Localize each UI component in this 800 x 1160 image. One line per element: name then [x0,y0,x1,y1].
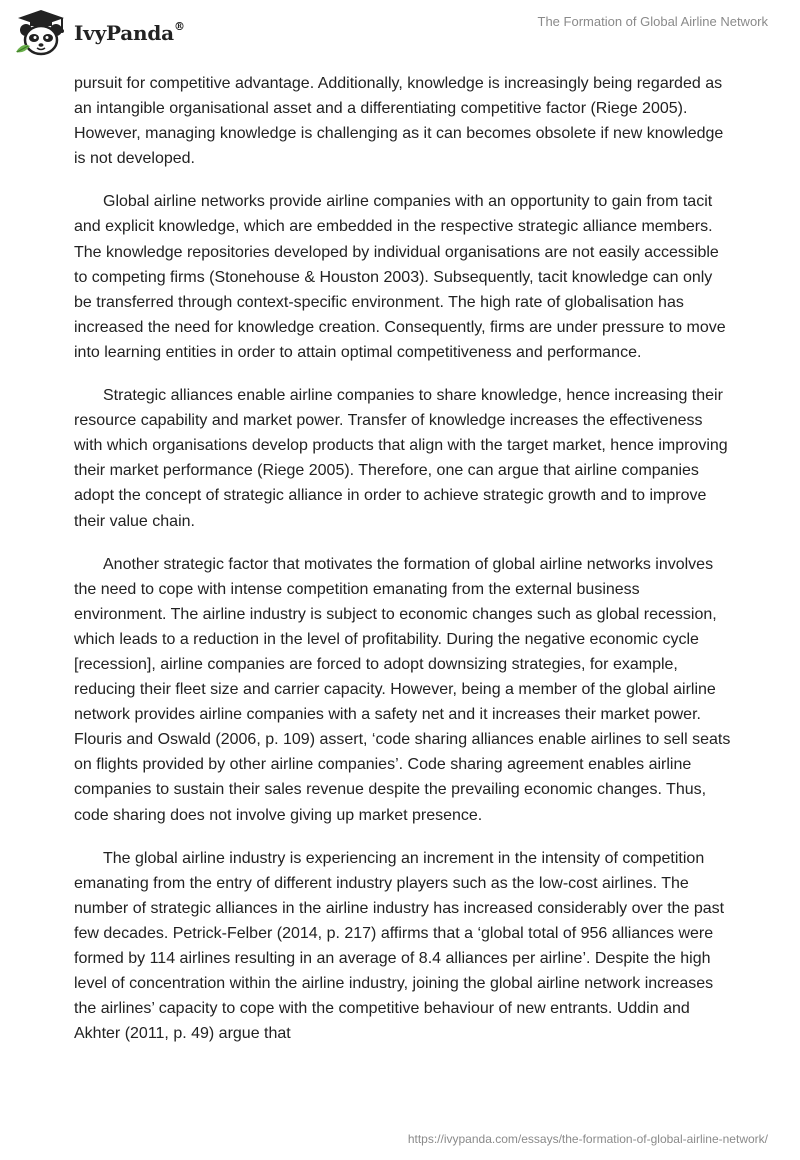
document-title: The Formation of Global Airline Network [537,14,768,29]
ivypanda-logo[interactable] [14,8,185,58]
paragraph: Global airline networks provide airline companies with an opportunity to gain from tacit and explicit knowledge, which are embedded in the respective strategic alliance members. The knowledge repositories developed by individual organisations are not easily accessible to competing firms (Stonehouse & Houston 2003). Subsequently, tacit knowledge can only be transferred through context-specific environment. The high rate of globalisation has increased the need for knowledge creation. Consequently, firms are under pressure to move into learning entities in order to attain optimal competitiveness and performance. [74,193,726,361]
source-url[interactable]: https://ivypanda.com/essays/the-formation-of-global-airline-network/ [407,1132,768,1146]
page-header [0,0,800,64]
panda-graduate-icon [14,8,68,58]
paragraph: Another strategic factor that motivates the formation of global airline networks involves the need to cope with intense competition emanating from the external business environment. The airline industry is subject to economic changes such as global recession, which leads to a reduction in the level of profitability. During the negative economic cycle [recession], airline companies are forced to adopt downsizing strategies, for example, reducing their fleet size and carrier capacity. However, being a member of the global airline network provides airline companies with a safety net and it increases their market power. Flouris and Oswald (2006, p. 109) assert, ‘code sharing alliances enable airlines to sell seats on flights provided by other airline companies’. Code sharing agreement enables airline companies to sustain their sales revenue despite the prevailing economic changes. Thus, code sharing does not involve giving up market presence. [74,555,731,824]
essay-body [74,71,734,1064]
paragraph: The global airline industry is experiencing an increment in the intensity of competition emanating from the entry of different industry players such as the low-cost airlines. The number of strategic alliances in the airline industry has increased considerably over the past few decades. Petrick-Felber (2014, p. 217) affirms that a ‘global total of 956 alliances were formed by 114 airlines resulting in an average of 8.4 alliances per airline’. Despite the high level of concentration within the airline industry, joining the global airline network increases the airlines’ capacity to cope with the competitive behaviour of new entrants. Uddin and Akhter (2011, p. 49) argue that [74,849,725,1043]
paragraph: Strategic alliances enable airline companies to share knowledge, hence increasing their resource capability and market power. Transfer of knowledge increases the effectiveness with which organisations develop products that align with the target market, hence improving their market performance (Riege 2005). Therefore, one can argue that airline companies adopt the concept of strategic alliance in order to achieve strategic growth and to improve their value chain. [74,387,728,530]
paragraph: pursuit for competitive advantage. Additionally, knowledge is increasingly being regarded as an intangible organisational asset and a differentiating competitive factor (Riege 2005). However, managing knowledge is challenging as it can becomes obsolete if new knowledge is not developed. [74,75,724,168]
brand-name: IvyPanda® [74,20,185,45]
